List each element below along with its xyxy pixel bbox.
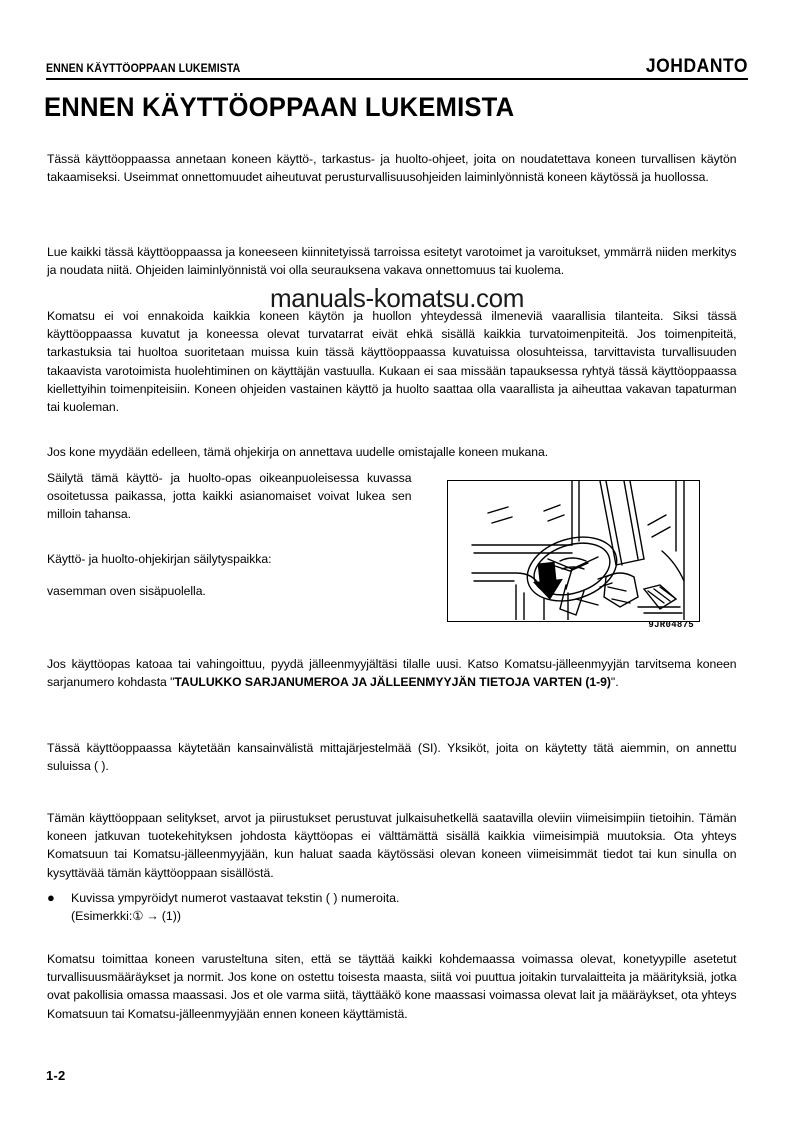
storage-location-value: vasemman oven sisäpuolella.	[47, 584, 206, 598]
footer-page-number: 1-2	[46, 1068, 66, 1083]
arrow-right-icon: →	[146, 909, 159, 924]
figure-code-label: 9JR04875	[648, 620, 694, 630]
paragraph-warnings: Lue kaikki tässä käyttöoppaassa ja koneeseen kiinnitetyissä tarroissa esitetyt varotoimet ja varoitukset, ymmärrä niiden merkitys ja noudata niitä. Ohjeiden laiminlyönnistä voi olla seurauksena vakava onnettomuus tai kuolema.	[47, 245, 737, 278]
paragraph-no-prediction: Komatsu ei voi ennakoida kaikkia koneen käytön ja huollon yhteydessä ilmeneviä vaarallisia tilanteita. Siksi tässä käyttöoppaassa kuvatut ja koneessa olevat turvatarrat eivät ehkä sisällä kaikkia turvatoimenpiteitä. Jos toimenpiteitä, tarkastuksia tai huoltoa suoritetaan muissa kuin tässä käyttöoppaassa kuvatuissa olosuhteissa, tarvittavista turvallisuuden takaavista varotoimista huolehtiminen on käyttäjän vastuulla. Kukaan ei saa missään tapauksessa ryhtyä tässä käyttöoppaassa kiellettyihin toimenpiteisiin. Koneen ohjeiden vastainen käyttö ja huolto saattaa olla vaarallista ja aiheuttaa vakavan tapaturman tai kuoleman.	[47, 309, 737, 415]
bullet-marker-icon: ●	[47, 890, 55, 905]
header-divider-rule	[46, 78, 748, 80]
page-title: ENNEN KÄYTTÖOPPAAN LUKEMISTA	[44, 92, 515, 122]
bullet-list	[47, 889, 497, 925]
running-header	[46, 56, 748, 78]
header-chapter-title: JOHDANTO	[645, 56, 748, 77]
example-prefix-label: (Esimerkki:	[71, 909, 133, 924]
circled-number-icon: ①	[132, 909, 144, 924]
paragraph-regulations: Komatsu toimittaa koneen varusteltuna siten, että se täyttää kaikki kohdemaassa voimassa olevat, konetyypille asetetut turvallisuusmääräykset ja normit. Jos kone on ostettu toisesta maasta, siitä voi puuttua joitakin turvalaitteita ja määrityksiä, jotka ovat pakollisia omassa maassasi. Jos et ole varma siitä, täyttääkö kone maassasi voimassa olevat lait ja määräykset, ota yhteys Komatsuun tai Komatsu-jälleenmyyjään ennen koneen käyttämistä.	[47, 952, 737, 1021]
storage-location-label: Käyttö- ja huolto-ohjekirjan säilytyspaikka:	[47, 552, 272, 566]
paragraph-si-units: Tässä käyttöoppaassa käytetään kansainvälistä mittajärjestelmää (SI). Yksiköt, joita on käytetty tätä aiemmin, on annettu suluissa ( ).	[47, 741, 737, 774]
lost-manual-text-part1: Jos käyttöopas katoaa tai vahingoittuu, pyydä jälleenmyyjältäsi tilalle uusi. Katso Komatsu-jälleenmyyjän tarvitsema koneen sarjanumero kohdasta "	[47, 657, 737, 690]
watermark: manuals-komatsu.com	[270, 283, 524, 313]
cab-interior-line-art	[448, 481, 698, 620]
serial-number-table-reference: TAULUKKO SARJANUMEROA JA JÄLLEENMYYJÄN TIETOJA VARTEN (1-9)	[174, 675, 611, 690]
list-item	[47, 889, 497, 907]
paragraph-keep-manual: Säilytä tämä käyttö- ja huolto-opas oikeanpuoleisessa kuvassa osoitetussa paikassa, jotta kaikki asianomaiset voivat lukea sen milloin tahansa.	[47, 471, 412, 522]
paragraph-latest-information: Tämän käyttöoppaan selitykset, arvot ja piirustukset perustuvat julkaisuhetkellä saatavilla oleviin viimeisimpiin tietoihin. Tämän koneen jatkuvan tuotekehityksen johdosta käyttöopas ei välttämättä sisällä kaikkia viimeisimpiä muutoksia. Ota yhteys Komatsuun tai Komatsu-jälleenmyyjään, kun haluat saada käytössäsi olevan koneen viimeisimmät tiedot tai kun sinulla on kysyttävää tämän käyttöoppaan sisällöstä.	[47, 811, 737, 880]
example-target-label: (1))	[161, 909, 182, 924]
header-section-title: ENNEN KÄYTTÖOPPAAN LUKEMISTA	[46, 63, 241, 75]
paragraph-resale: Jos kone myydään edelleen, tämä ohjekirja on annettava uudelle omistajalle koneen mukana.	[47, 445, 549, 459]
bullet-example-row	[71, 907, 497, 925]
lost-manual-text-part2: ".	[610, 675, 619, 690]
paragraph-intro: Tässä käyttöoppaassa annetaan koneen käyttö-, tarkastus- ja huolto-ohjeet, joita on noudatettava koneen turvallisen käytön takaamiseksi. Useimmat onnettomuudet aiheutuvat perusturvallisuusohjeiden laiminlyönnistä koneen käytössä ja huollossa.	[47, 152, 737, 185]
bullet-item-label: Kuvissa ympyröidyt numerot vastaavat tekstin ( ) numeroita.	[71, 891, 400, 905]
cab-interior-illustration	[447, 480, 700, 622]
paragraph-lost-manual	[47, 655, 737, 691]
